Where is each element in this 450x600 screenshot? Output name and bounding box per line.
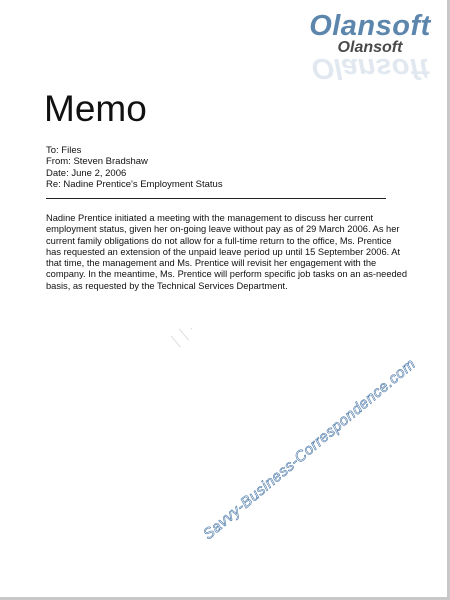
logo-reflection: Olansoft (311, 52, 429, 84)
olansoft-logo (300, 10, 440, 84)
memo-from: From: Steven Bradshaw (46, 156, 148, 168)
memo-body: Nadine Prentice initiated a meeting with the management to discuss her current employment status, given her on-going leave without pay as of 29 March 2006. As her current family obligations do not allow for a full-time return to the office, Ms. Prentice has requested an extension of the unpaid leave period up until 15 September 2006. At that time, the management and Ms. Prentice will revisit her engagement with the company. In the meantime, Ms. Prentice will perform specific job tasks on an as-needed basis, as requested by the Technical Services Department. (46, 213, 408, 291)
memo-to: To: Files (46, 145, 82, 156)
memo-date: Date: June 2, 2006 (46, 167, 127, 179)
header-divider (46, 198, 386, 199)
memo-header-block (46, 145, 223, 190)
site-watermark: Savvy-Business-Correspondence.com (200, 355, 420, 544)
memo-subject: Re: Nadine Prentice's Employment Status (46, 178, 223, 190)
faint-watermark-glyph: │ │ · (168, 321, 198, 349)
logo-text: Olansoft (309, 10, 431, 42)
memo-title: Memo (44, 88, 147, 129)
logo-subtext: Olansoft (337, 39, 403, 56)
